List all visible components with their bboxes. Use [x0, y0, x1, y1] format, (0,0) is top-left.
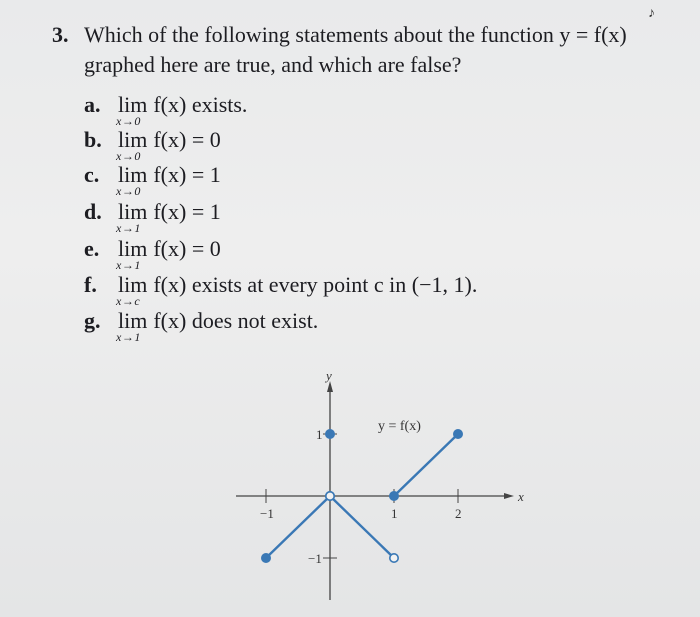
limit-word: lim — [118, 127, 148, 152]
open-endpoint — [326, 492, 334, 500]
statement-item — [84, 127, 221, 163]
x-tick-label: 2 — [455, 506, 462, 521]
limit-subscript: x→1 — [116, 258, 141, 272]
limit-subscript: x→0 — [116, 114, 141, 128]
statement-item — [84, 236, 221, 272]
limit-subscript: x→0 — [116, 149, 141, 163]
x-tick-label: 1 — [391, 506, 398, 521]
statement-item — [84, 162, 221, 198]
x-tick-label: −1 — [260, 506, 274, 521]
limit-operator — [116, 199, 148, 235]
limit-operator — [116, 92, 148, 128]
limit-word: lim — [118, 236, 148, 261]
limit-word: lim — [118, 92, 148, 117]
statement-letter: d. — [84, 199, 102, 224]
limit-subscript: x→c — [116, 294, 141, 308]
limit-word: lim — [118, 162, 148, 187]
function-graph — [232, 368, 532, 608]
pencil-mark: ♪ — [648, 6, 655, 21]
limit-subscript: x→1 — [116, 221, 141, 235]
statement-expression: f(x) exists. — [153, 92, 248, 117]
statement-item — [84, 92, 248, 128]
limit-word: lim — [118, 199, 148, 224]
closed-endpoint — [326, 430, 334, 438]
statement-expression: f(x) = 1 — [153, 199, 221, 224]
limit-operator — [116, 162, 148, 198]
open-endpoint — [390, 554, 398, 562]
function-label: y = f(x) — [378, 419, 421, 434]
limit-word: lim — [118, 272, 148, 297]
limit-operator — [116, 236, 148, 272]
question-text-line-2: graphed here are true, and which are false? — [84, 52, 462, 77]
statement-letter: a. — [84, 92, 101, 117]
graph-segment — [330, 496, 394, 558]
graph-segment — [266, 496, 330, 558]
statement-letter: e. — [84, 236, 100, 261]
statement-letter: b. — [84, 127, 102, 152]
question-text-line-1: Which of the following statements about the function y = f(x) — [84, 22, 627, 47]
limit-operator — [116, 272, 148, 308]
limit-word: lim — [118, 308, 148, 333]
limit-operator — [116, 127, 148, 163]
limit-subscript: x→1 — [116, 330, 141, 344]
closed-endpoint — [390, 492, 398, 500]
statement-item — [84, 272, 478, 308]
closed-endpoint — [454, 430, 462, 438]
statement-letter: g. — [84, 308, 101, 333]
statement-expression: f(x) exists at every point c in (−1, 1). — [153, 272, 478, 297]
question-number: 3. — [52, 22, 69, 47]
y-tick-label: 1 — [316, 427, 323, 442]
statement-expression: f(x) = 0 — [153, 127, 221, 152]
x-axis-label: x — [518, 489, 524, 504]
graph-segment — [394, 434, 458, 496]
closed-endpoint — [262, 554, 270, 562]
statement-item — [84, 308, 319, 344]
statement-letter: c. — [84, 162, 100, 187]
y-axis-label: y — [326, 368, 332, 383]
y-tick-label: −1 — [308, 551, 322, 566]
statement-item — [84, 199, 221, 235]
statement-expression: f(x) does not exist. — [153, 308, 319, 333]
statement-letter: f. — [84, 272, 97, 297]
x-axis-arrow-icon — [504, 493, 514, 499]
limit-subscript: x→0 — [116, 184, 141, 198]
statement-expression: f(x) = 0 — [153, 236, 221, 261]
limit-operator — [116, 308, 148, 344]
statement-expression: f(x) = 1 — [153, 162, 221, 187]
